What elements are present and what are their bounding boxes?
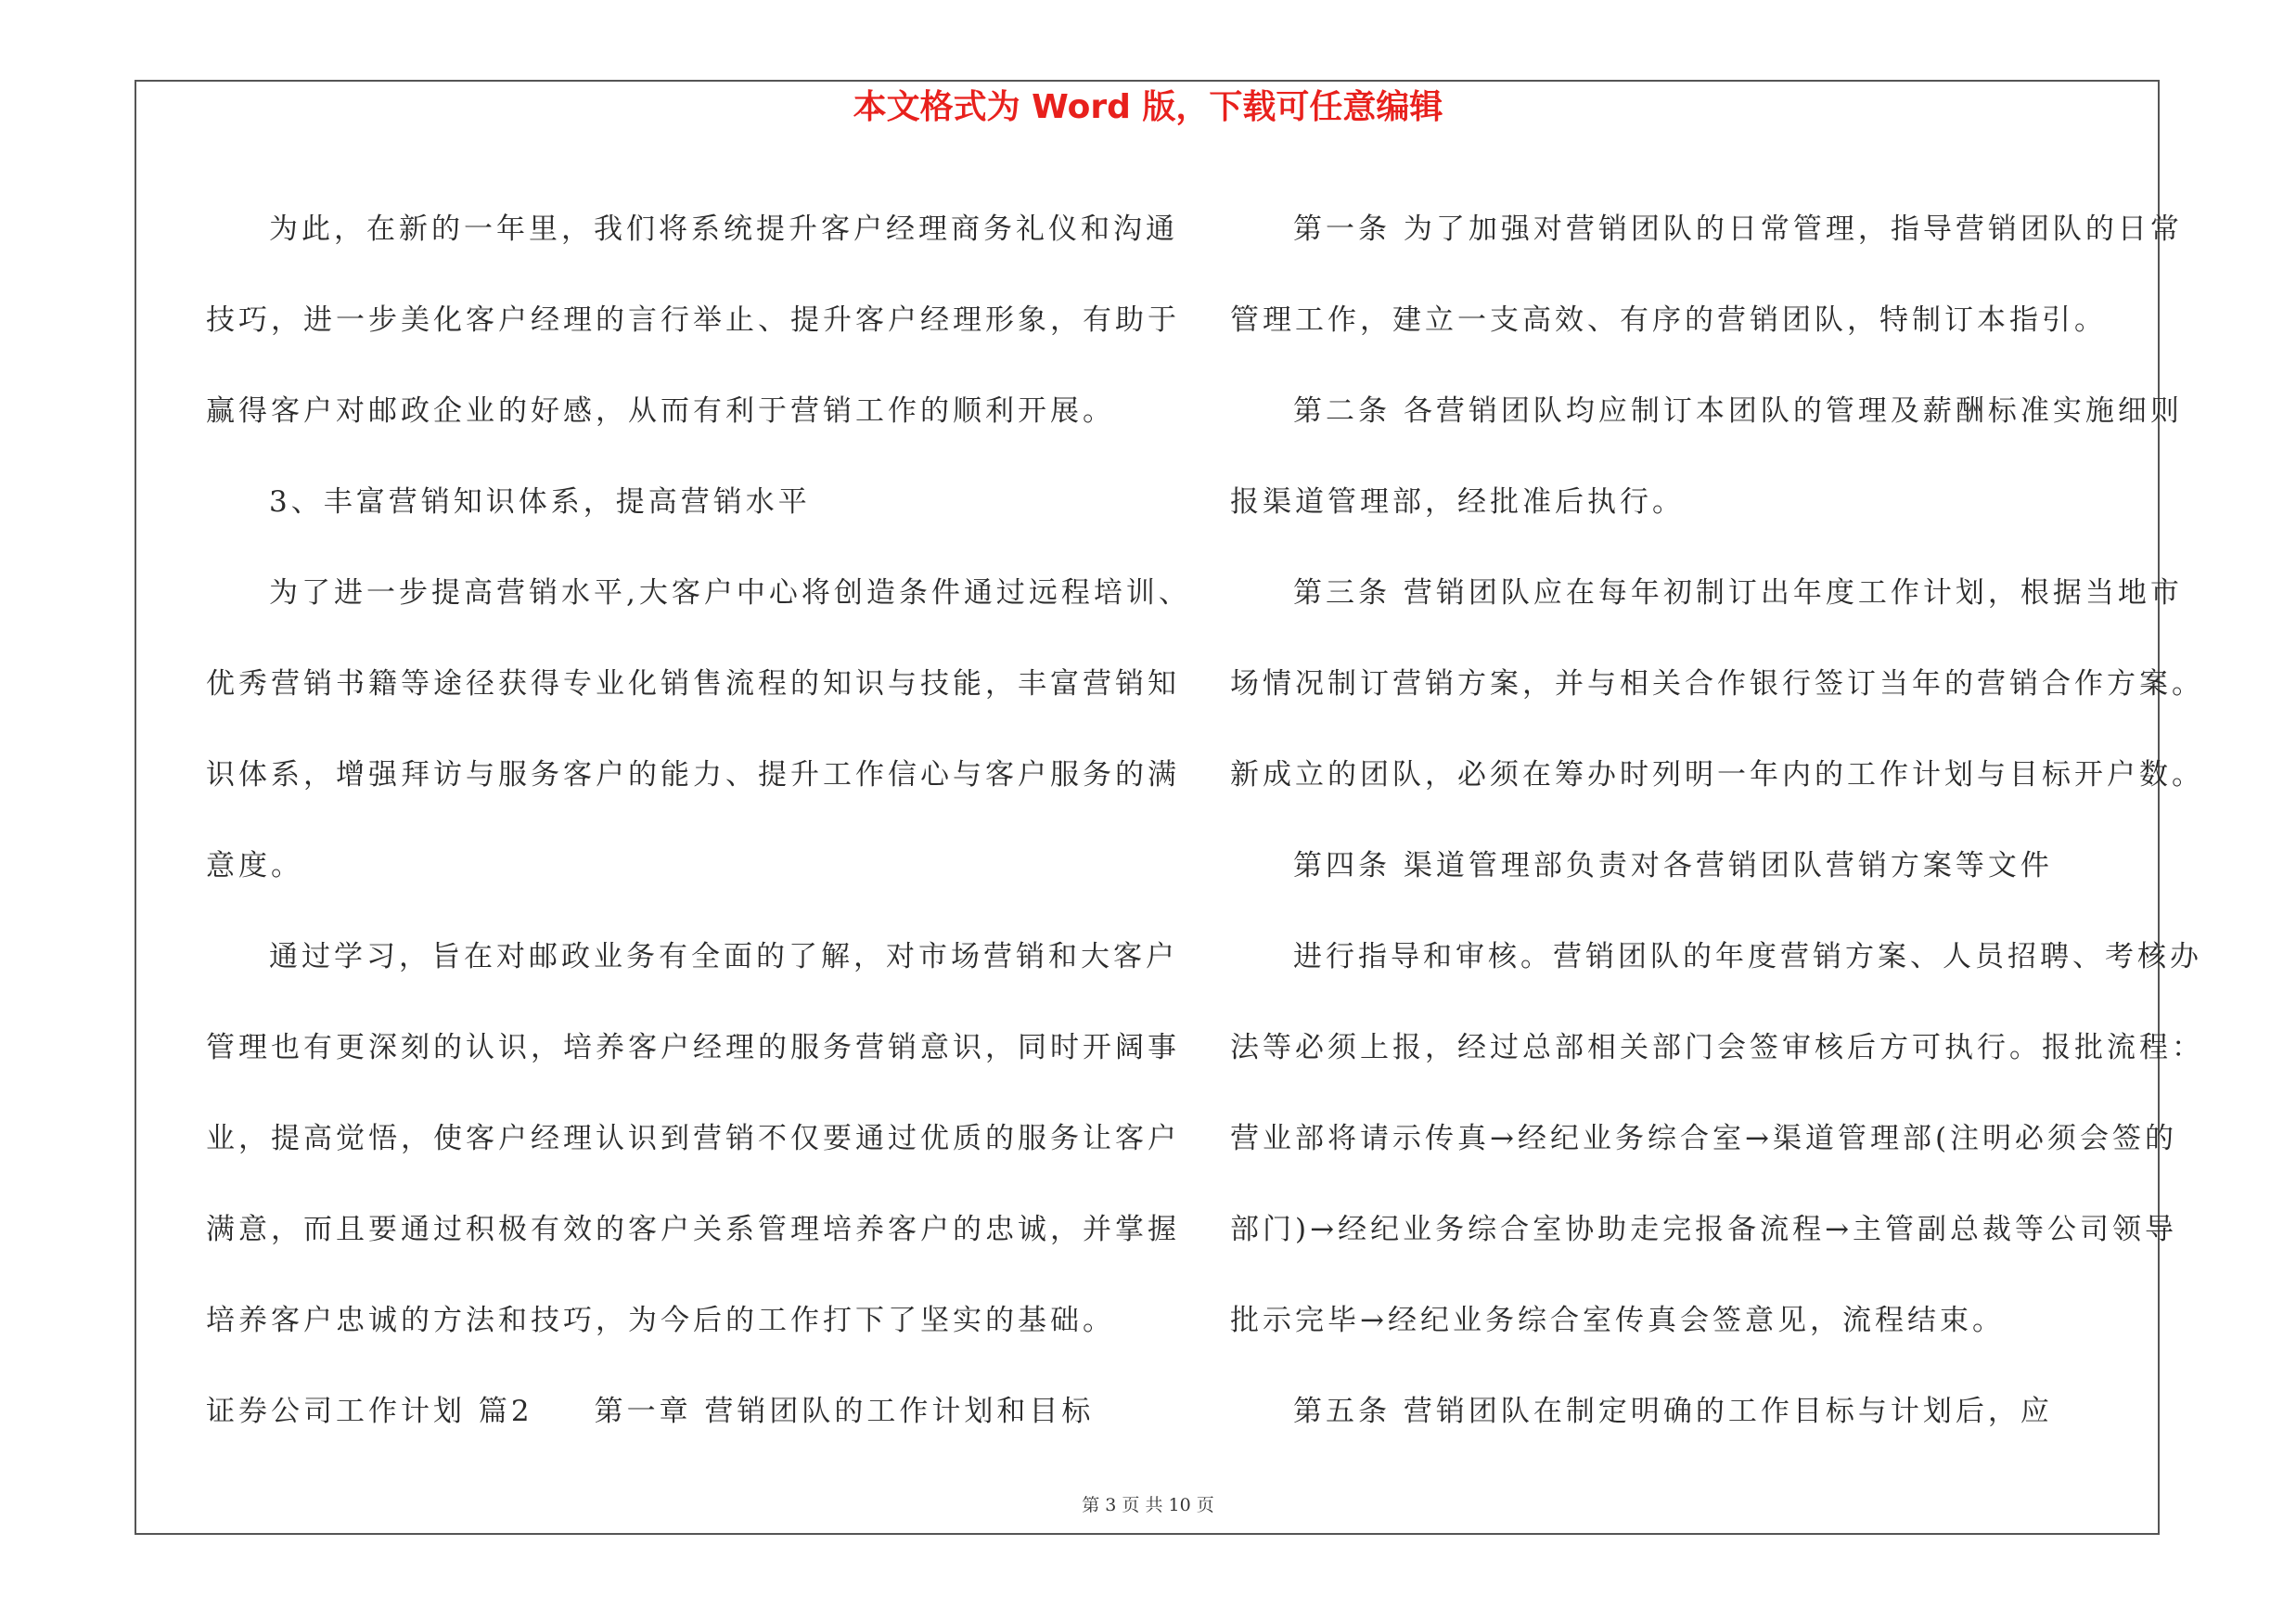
paragraph-line: 新成立的团队，必须在筹办时列明一年内的工作计划与目标开户数。 (1230, 758, 2204, 792)
document-section-title: 证券公司工作计划 篇2 (206, 1395, 533, 1428)
paragraph-line: 意度。 (206, 849, 303, 882)
page-number: 第 3 页 共 10 页 (1082, 1495, 1214, 1515)
paragraph-line: 赢得客户对邮政企业的好感，从而有利于营销工作的顺利开展。 (206, 394, 1115, 428)
paragraph-line: 管理也有更深刻的认识，培养客户经理的服务营销意识，同时开阔事 (206, 1031, 1180, 1064)
paragraph-line: 场情况制订营销方案，并与相关合作银行签订当年的营销合作方案。 (1230, 667, 2204, 701)
article-line: 第一条 为了加强对营销团队的日常管理，指导营销团队的日常 (1293, 213, 2183, 246)
article-line: 第三条 营销团队应在每年初制订出年度工作计划，根据当地市 (1293, 576, 2183, 610)
paragraph-line: 培养客户忠诚的方法和技巧，为今后的工作打下了坚实的基础。 (206, 1304, 1115, 1337)
article-line: 第五条 营销团队在制定明确的工作目标与计划后，应 (1293, 1395, 2053, 1428)
paragraph-line: 识体系，增强拜访与服务客户的能力、提升工作信心与客户服务的满 (206, 758, 1180, 792)
section-heading: 3、丰富营销知识体系，提高营销水平 (269, 485, 811, 519)
paragraph-line: 管理工作，建立一支高效、有序的营销团队，特制订本指引。 (1230, 303, 2107, 337)
paragraph-line: 为了进一步提高营销水平,大客户中心将创造条件通过远程培训、 (269, 576, 1191, 610)
paragraph-line: 通过学习，旨在对邮政业务有全面的了解，对市场营销和大客户 (269, 940, 1178, 973)
chapter-title: 第一章 营销团队的工作计划和目标 (594, 1395, 1095, 1428)
paragraph-line: 营业部将请示传真→经纪业务综合室→渠道管理部(注明必须会签的 (1230, 1122, 2178, 1155)
paragraph-line: 满意，而且要通过积极有效的客户关系管理培养客户的忠诚，并掌握 (206, 1213, 1180, 1246)
paragraph-line: 批示完毕→经纪业务综合室传真会签意见，流程结束。 (1230, 1304, 2005, 1337)
paragraph-line: 技巧，进一步美化客户经理的言行举止、提升客户经理形象，有助于 (206, 303, 1180, 337)
paragraph-line: 为此，在新的一年里，我们将系统提升客户经理商务礼仪和沟通 (269, 213, 1178, 246)
paragraph-line: 业，提高觉悟，使客户经理认识到营销不仅要通过优质的服务让客户 (206, 1122, 1180, 1155)
paragraph-line: 进行指导和审核。营销团队的年度营销方案、人员招聘、考核办 (1293, 940, 2202, 973)
article-line: 第四条 渠道管理部负责对各营销团队营销方案等文件 (1293, 849, 2053, 882)
paragraph-line: 报渠道管理部，经批准后执行。 (1230, 485, 1685, 519)
article-line: 第二条 各营销团队均应制订本团队的管理及薪酬标准实施细则 (1293, 394, 2183, 428)
right-column (1230, 184, 2204, 1457)
left-column (206, 184, 1191, 1457)
paragraph-line: 部门)→经纪业务综合室协助走完报备流程→主管副总裁等公司领导 (1230, 1213, 2178, 1246)
paragraph-line: 法等必须上报，经过总部相关部门会签审核后方可执行。报批流程： (1230, 1031, 2204, 1064)
section-title-line (206, 1366, 1180, 1457)
header-title: 本文格式为 Word 版，下载可任意编辑 (853, 88, 1443, 126)
paragraph-line: 优秀营销书籍等途径获得专业化销售流程的知识与技能，丰富营销知 (206, 667, 1180, 701)
